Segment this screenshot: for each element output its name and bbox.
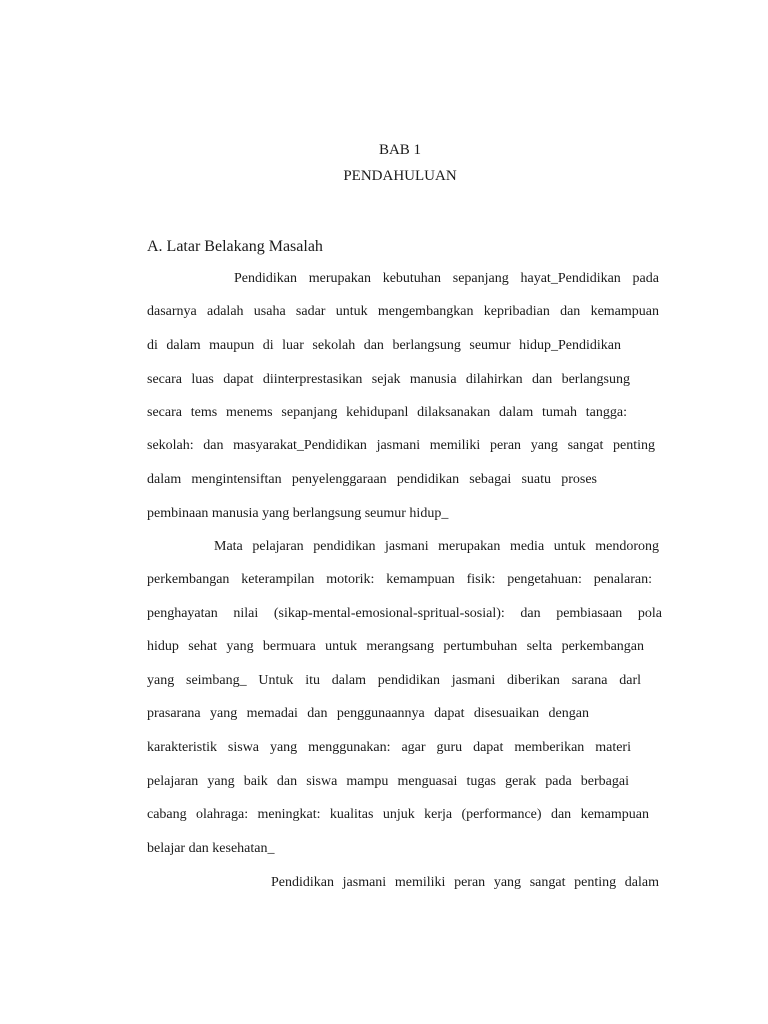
- paragraph-line: belajar dan kesehatan_: [147, 841, 275, 856]
- paragraph-line: pembinaan manusia yang berlangsung seumur hidup_: [147, 506, 449, 521]
- paragraph-line: Mata pelajaran pendidikan jasmani merupakan media untuk mendorong: [214, 539, 659, 554]
- paragraph-line: sekolah: dan masyarakat_Pendidikan jasmani memiliki peran yang sangat penting: [147, 438, 655, 453]
- chapter-number: BAB 1: [378, 142, 422, 158]
- paragraph-line: penghayatan nilai (sikap-mental-emosional-spritual-sosial): dan pembiasaan pola: [147, 606, 662, 621]
- paragraph-line: perkembangan keterampilan motorik: kemampuan fisik: pengetahuan: penalaran:: [147, 572, 652, 587]
- paragraph-line: secara luas dapat diinterprestasikan sejak manusia dilahirkan dan berlangsung: [147, 372, 630, 387]
- paragraph-line: pelajaran yang baik dan siswa mampu menguasai tugas gerak pada berbagai: [147, 774, 629, 789]
- paragraph-line: karakteristik siswa yang menggunakan: agar guru dapat memberikan materi: [147, 740, 631, 755]
- section-heading: A. Latar Belakang Masalah: [147, 238, 323, 255]
- paragraph-line: dalam mengintensiftan penyelenggaraan pendidikan sebagai suatu proses: [147, 472, 597, 487]
- paragraph-line: dasarnya adalah usaha sadar untuk mengembangkan kepribadian dan kemampuan: [147, 304, 659, 319]
- paragraph-line: Pendidikan merupakan kebutuhan sepanjang hayat_Pendidikan pada: [234, 271, 659, 286]
- paragraph-line: cabang olahraga: meningkat: kualitas unjuk kerja (performance) dan kemampuan: [147, 807, 649, 822]
- chapter-title: PENDAHULUAN: [343, 168, 457, 184]
- paragraph-line: Pendidikan jasmani memiliki peran yang sangat penting dalam: [271, 875, 659, 890]
- paragraph-line: secara tems menems sepanjang kehidupanl dilaksanakan dalam tumah tangga:: [147, 405, 627, 420]
- paragraph-line: yang seimbang_ Untuk itu dalam pendidikan jasmani diberikan sarana darl: [147, 673, 641, 688]
- paragraph-line: hidup sehat yang bermuara untuk merangsang pertumbuhan selta perkembangan: [147, 639, 644, 654]
- paragraph-line: di dalam maupun di luar sekolah dan berlangsung seumur hidup_Pendidikan: [147, 338, 621, 353]
- paragraph-line: prasarana yang memadai dan penggunaannya dapat disesuaikan dengan: [147, 706, 589, 721]
